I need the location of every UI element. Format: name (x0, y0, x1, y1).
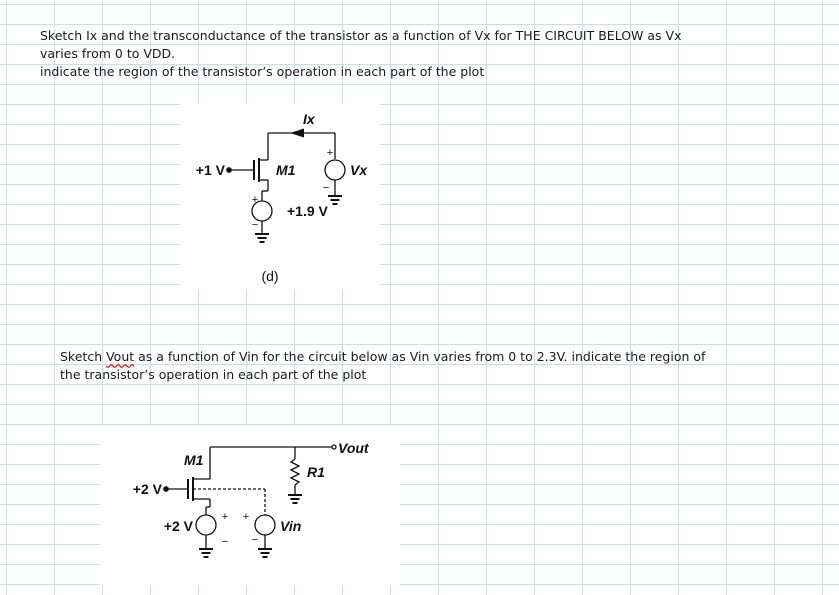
bottom-source-voltage: +1.9 V (287, 203, 328, 219)
circuit-d-figure (180, 104, 380, 289)
gate-voltage-label: +1 V (195, 162, 225, 178)
vx-minus-sign: − (322, 182, 330, 194)
input-label: Vin (280, 518, 302, 534)
question-2-line-1: Sketch Vout as a function of Vin for the circuit below as Vin varies from 0 to 2.3V. indicate the region of (60, 349, 706, 364)
question-1-text (40, 27, 681, 81)
question-2-text (60, 348, 705, 384)
vx-source-label: Vx (350, 162, 368, 178)
question-1-line-1: Sketch Ix and the transconductance of the transistor as a function of Vx for THE CIRCUIT BELOW as Vx (40, 28, 682, 43)
bottom-plus-sign: + (251, 194, 259, 206)
resistor-label: R1 (307, 464, 325, 480)
question-2-line-2: the transistor’s operation in each part of the plot (60, 367, 367, 382)
circuit-2-figure (100, 425, 400, 585)
left-source-voltage: +2 V (163, 518, 193, 534)
question-1-line-3: indicate the region of the transistor’s operation in each part of the plot (40, 64, 485, 79)
transistor-label: M1 (276, 162, 296, 178)
question-1-line-2: varies from 0 to VDD. (40, 46, 176, 61)
bottom-minus-sign: − (251, 219, 259, 231)
gate-voltage-label: +2 V (132, 481, 162, 497)
left-plus-sign: + (221, 511, 229, 523)
vx-plus-sign: + (326, 147, 334, 159)
left-minus-sign: − (221, 536, 229, 548)
spellcheck-word: Vout (106, 349, 135, 364)
current-arrow-icon (290, 129, 304, 138)
figure-caption: (d) (261, 268, 279, 284)
current-label: Ix (303, 111, 315, 127)
output-label: Vout (338, 440, 369, 456)
transistor-label: M1 (184, 452, 204, 468)
vin-minus-sign: − (251, 534, 259, 546)
vin-plus-sign: + (242, 511, 250, 523)
circuit-2-schematic (100, 425, 400, 585)
circuit-d-schematic (180, 104, 380, 289)
